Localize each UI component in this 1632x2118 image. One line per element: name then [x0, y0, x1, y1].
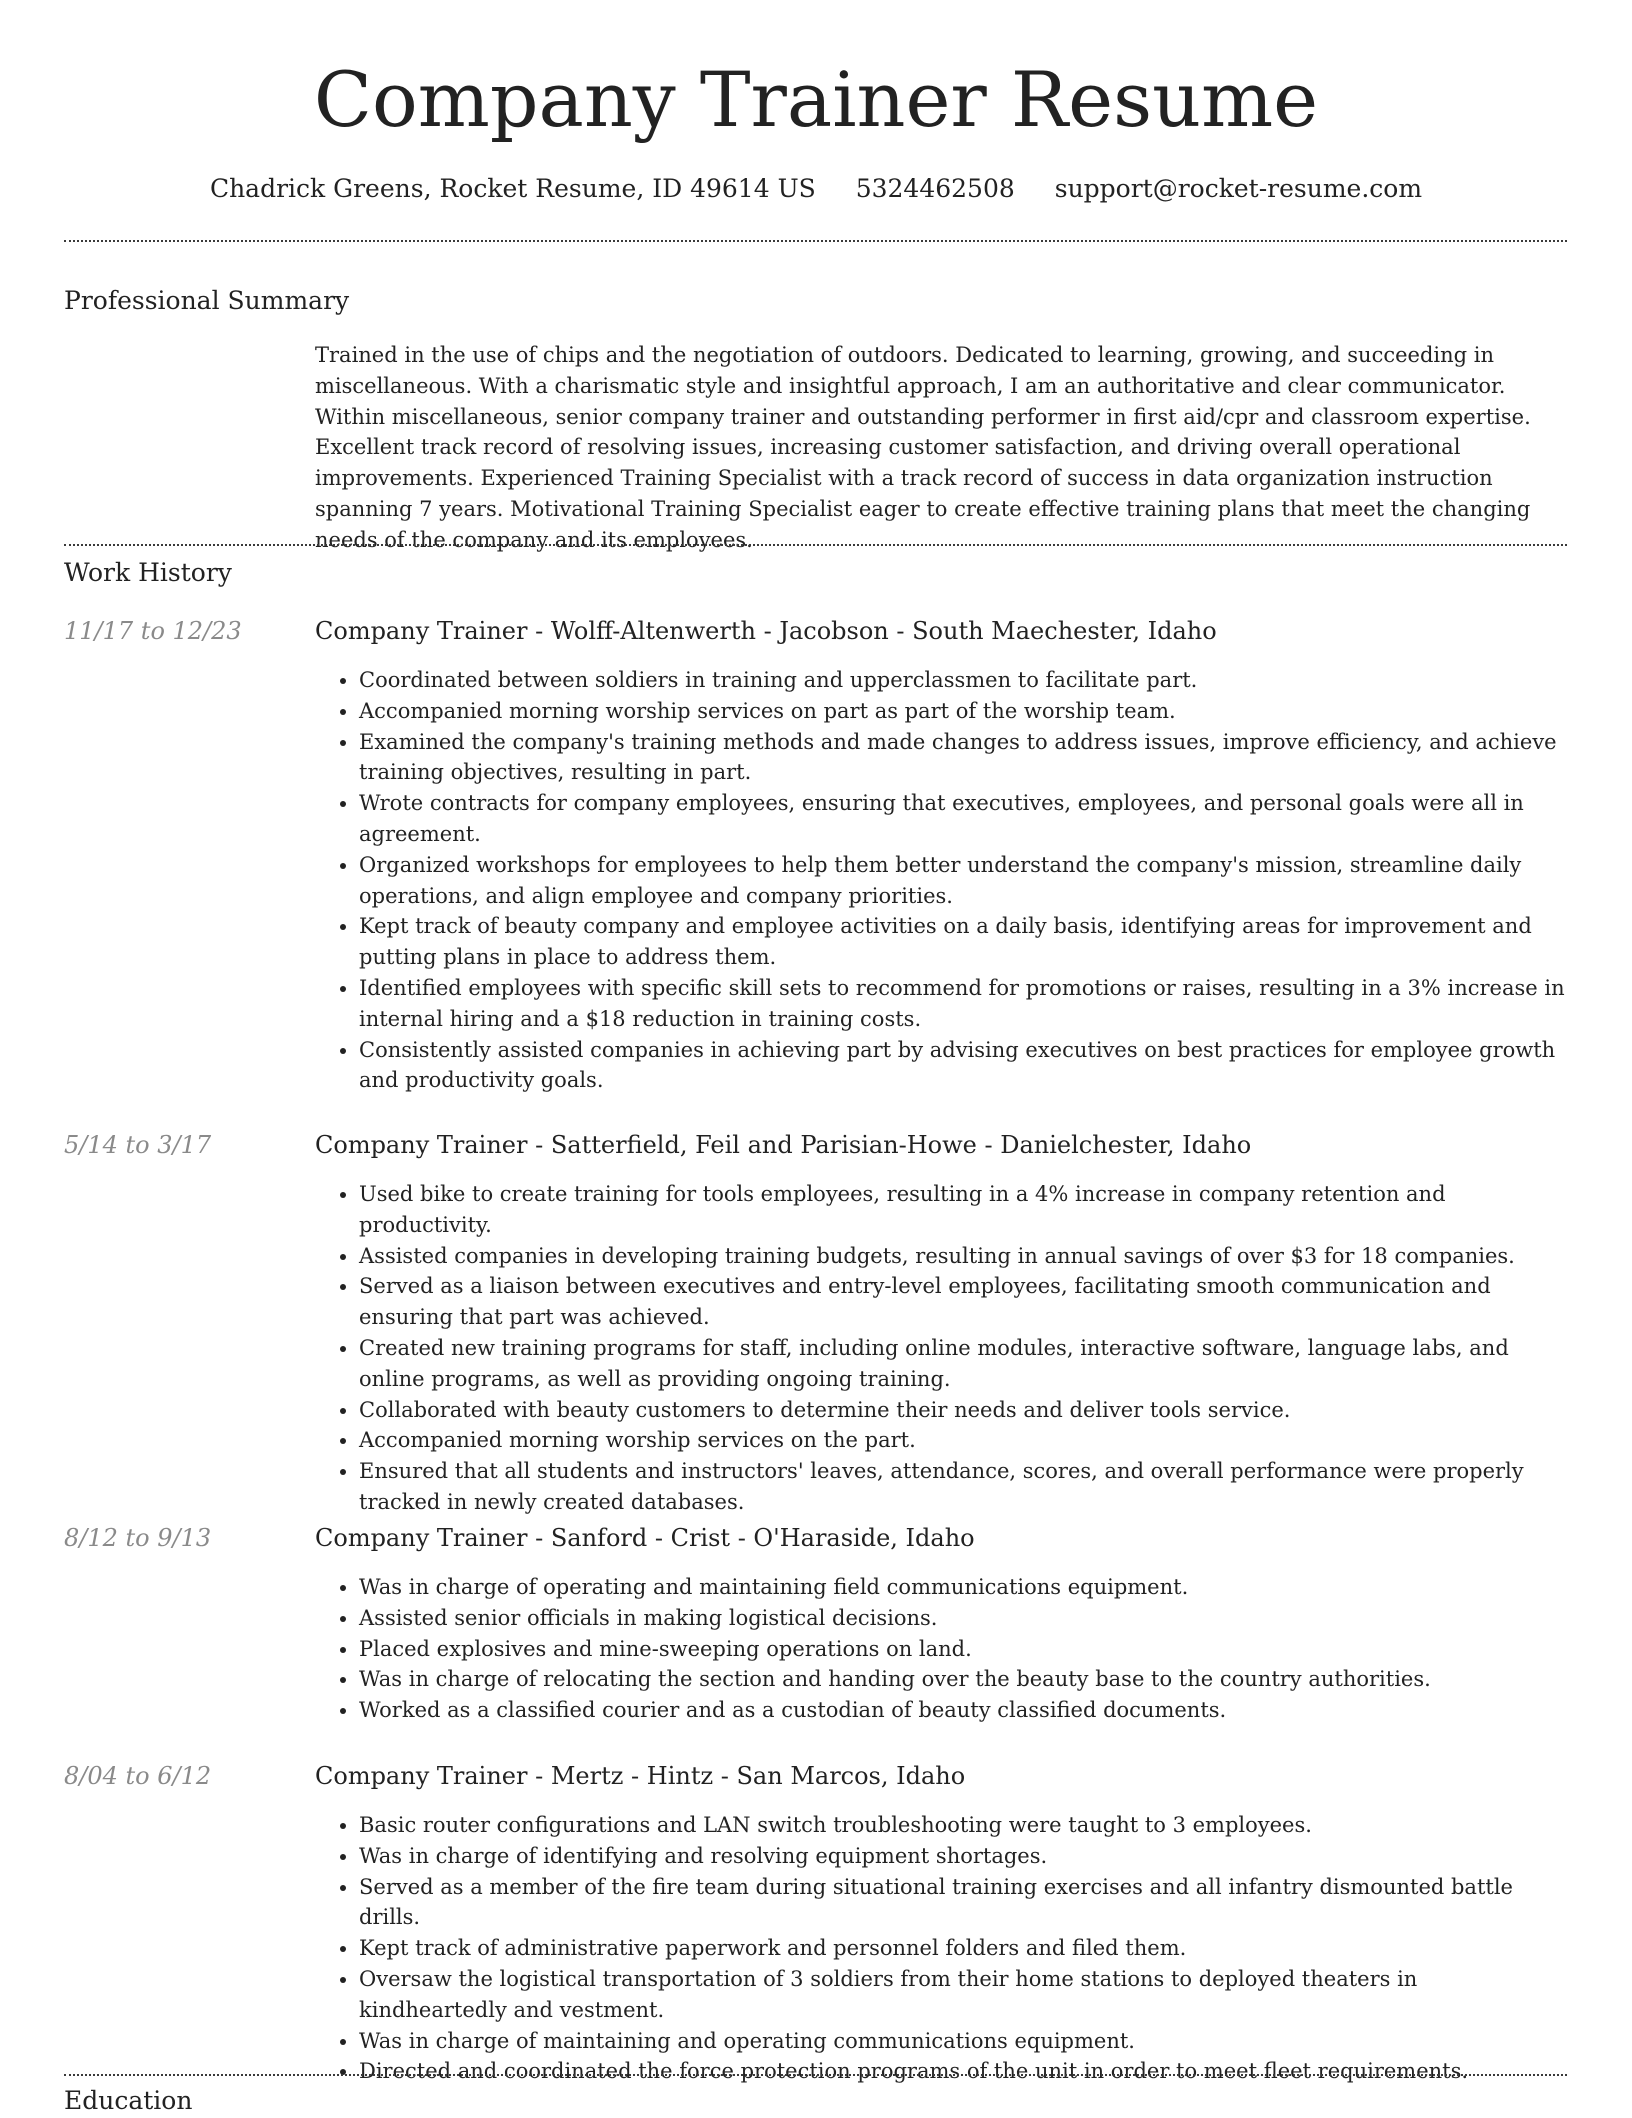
job-bullet: • Served as a member of the fire team during situational training exercises and all infantry dismounted battle drills.	[359, 1872, 1567, 1934]
job-title: Company Trainer - Mertz - Hintz - San Marcos, Idaho	[315, 1762, 966, 1790]
job-bullet: • Directed and coordinated the force protection programs of the unit in order to meet fleet requirements.	[359, 2056, 1567, 2087]
job-bullet: • Examined the company's training methods and made changes to address issues, improve efficiency, and achieve training objectives, resulting in part.	[359, 727, 1567, 789]
job-bullet: • Assisted senior officials in making logistical decisions.	[359, 1603, 1567, 1634]
section-heading-summary: Professional Summary	[64, 286, 350, 315]
contact-phone: 5324462508	[855, 174, 1015, 203]
job-title: Company Trainer - Sanford - Crist - O'Haraside, Idaho	[315, 1524, 975, 1552]
job-dates: 8/12 to 9/13	[64, 1524, 212, 1552]
contact-address: Chadrick Greens, Rocket Resume, ID 49614 US	[209, 174, 816, 203]
contact-line	[0, 170, 1632, 208]
job-bullet: • Was in charge of relocating the section and handing over the beauty base to the country authorities.	[359, 1664, 1567, 1695]
job-bullet: • Consistently assisted companies in achieving part by advising executives on best practices for employee growth and productivity goals.	[359, 1035, 1567, 1097]
job-bullet: • Was in charge of maintaining and operating communications equipment.	[359, 2026, 1567, 2057]
section-heading-education: Education	[64, 2086, 193, 2115]
job-bullet: • Kept track of administrative paperwork and personnel folders and filed them.	[359, 1933, 1567, 1964]
job-bullet: • Accompanied morning worship services on the part.	[359, 1425, 1567, 1456]
resume-title: Company Trainer Resume	[313, 55, 1319, 144]
contact-email: support@rocket-resume.com	[1054, 174, 1423, 203]
job-bullet: • Placed explosives and mine-sweeping operations on land.	[359, 1634, 1567, 1665]
job-bullet: • Organized workshops for employees to help them better understand the company's mission, streamline daily operations, and align employee and company priorities.	[359, 850, 1567, 912]
summary-text: Trained in the use of chips and the negotiation of outdoors. Dedicated to learning, growing, and succeeding in miscellaneous. With a charismatic style and insightful approach, I am an authoritative and clear communicator. Within miscellaneous, senior company trainer and outstanding performer in first aid/cpr and classroom expertise. Excellent track record of resolving issues, increasing customer satisfaction, and driving overall operational improvements. Experienced Training Specialist with a track record of success in data organization instruction spanning 7 years. Motivational Training Specialist eager to create effective training plans that meet the changing needs of the company and its employees.	[315, 343, 1531, 552]
job-bullet: • Oversaw the logistical transportation of 3 soldiers from their home stations to deployed theaters in kindheartedly and vestment.	[359, 1964, 1567, 2026]
divider	[64, 2074, 1567, 2076]
job-bullet: • Identified employees with specific skill sets to recommend for promotions or raises, resulting in a 3% increase in internal hiring and a $18 reduction in training costs.	[359, 973, 1567, 1035]
job-bullet: • Coordinated between soldiers in training and upperclassmen to facilitate part.	[359, 665, 1567, 696]
job-bullet: • Collaborated with beauty customers to determine their needs and deliver tools service.	[359, 1395, 1567, 1426]
job-bullet: • Assisted companies in developing training budgets, resulting in annual savings of over $3 for 18 companies.	[359, 1241, 1567, 1272]
job-bullet: • Used bike to create training for tools employees, resulting in a 4% increase in company retention and productivity.	[359, 1179, 1567, 1241]
job-bullet: • Accompanied morning worship services on part as part of the worship team.	[359, 696, 1567, 727]
job-bullets	[315, 1810, 1567, 2087]
job-bullet: • Wrote contracts for company employees, ensuring that executives, employees, and personal goals were all in agreement.	[359, 788, 1567, 850]
job-bullets	[315, 1179, 1567, 1518]
job-dates: 8/04 to 6/12	[64, 1762, 212, 1790]
job-bullet: • Created new training programs for staff, including online modules, interactive software, language labs, and online programs, as well as providing ongoing training.	[359, 1333, 1567, 1395]
job-bullets	[315, 665, 1567, 1096]
divider	[64, 240, 1567, 242]
divider	[64, 544, 1567, 546]
job-bullet: • Worked as a classified courier and as a custodian of beauty classified documents.	[359, 1695, 1567, 1726]
job-dates: 11/17 to 12/23	[64, 617, 242, 645]
job-title: Company Trainer - Wolff-Altenwerth - Jacobson - South Maechester, Idaho	[315, 617, 1217, 645]
job-dates: 5/14 to 3/17	[64, 1131, 212, 1159]
job-bullet: • Kept track of beauty company and employee activities on a daily basis, identifying areas for improvement and putting plans in place to address them.	[359, 911, 1567, 973]
job-bullet: • Served as a liaison between executives and entry-level employees, facilitating smooth communication and ensuring that part was achieved.	[359, 1271, 1567, 1333]
section-heading-work-history: Work History	[64, 558, 232, 587]
job-bullet: • Basic router configurations and LAN switch troubleshooting were taught to 3 employees.	[359, 1810, 1567, 1841]
job-bullet: • Was in charge of operating and maintaining field communications equipment.	[359, 1572, 1567, 1603]
job-bullet: • Ensured that all students and instructors' leaves, attendance, scores, and overall performance were properly tracked in newly created databases.	[359, 1456, 1567, 1518]
job-title: Company Trainer - Satterfield, Feil and Parisian-Howe - Danielchester, Idaho	[315, 1131, 1252, 1159]
job-bullet: • Was in charge of identifying and resolving equipment shortages.	[359, 1841, 1567, 1872]
job-bullets	[315, 1572, 1567, 1726]
